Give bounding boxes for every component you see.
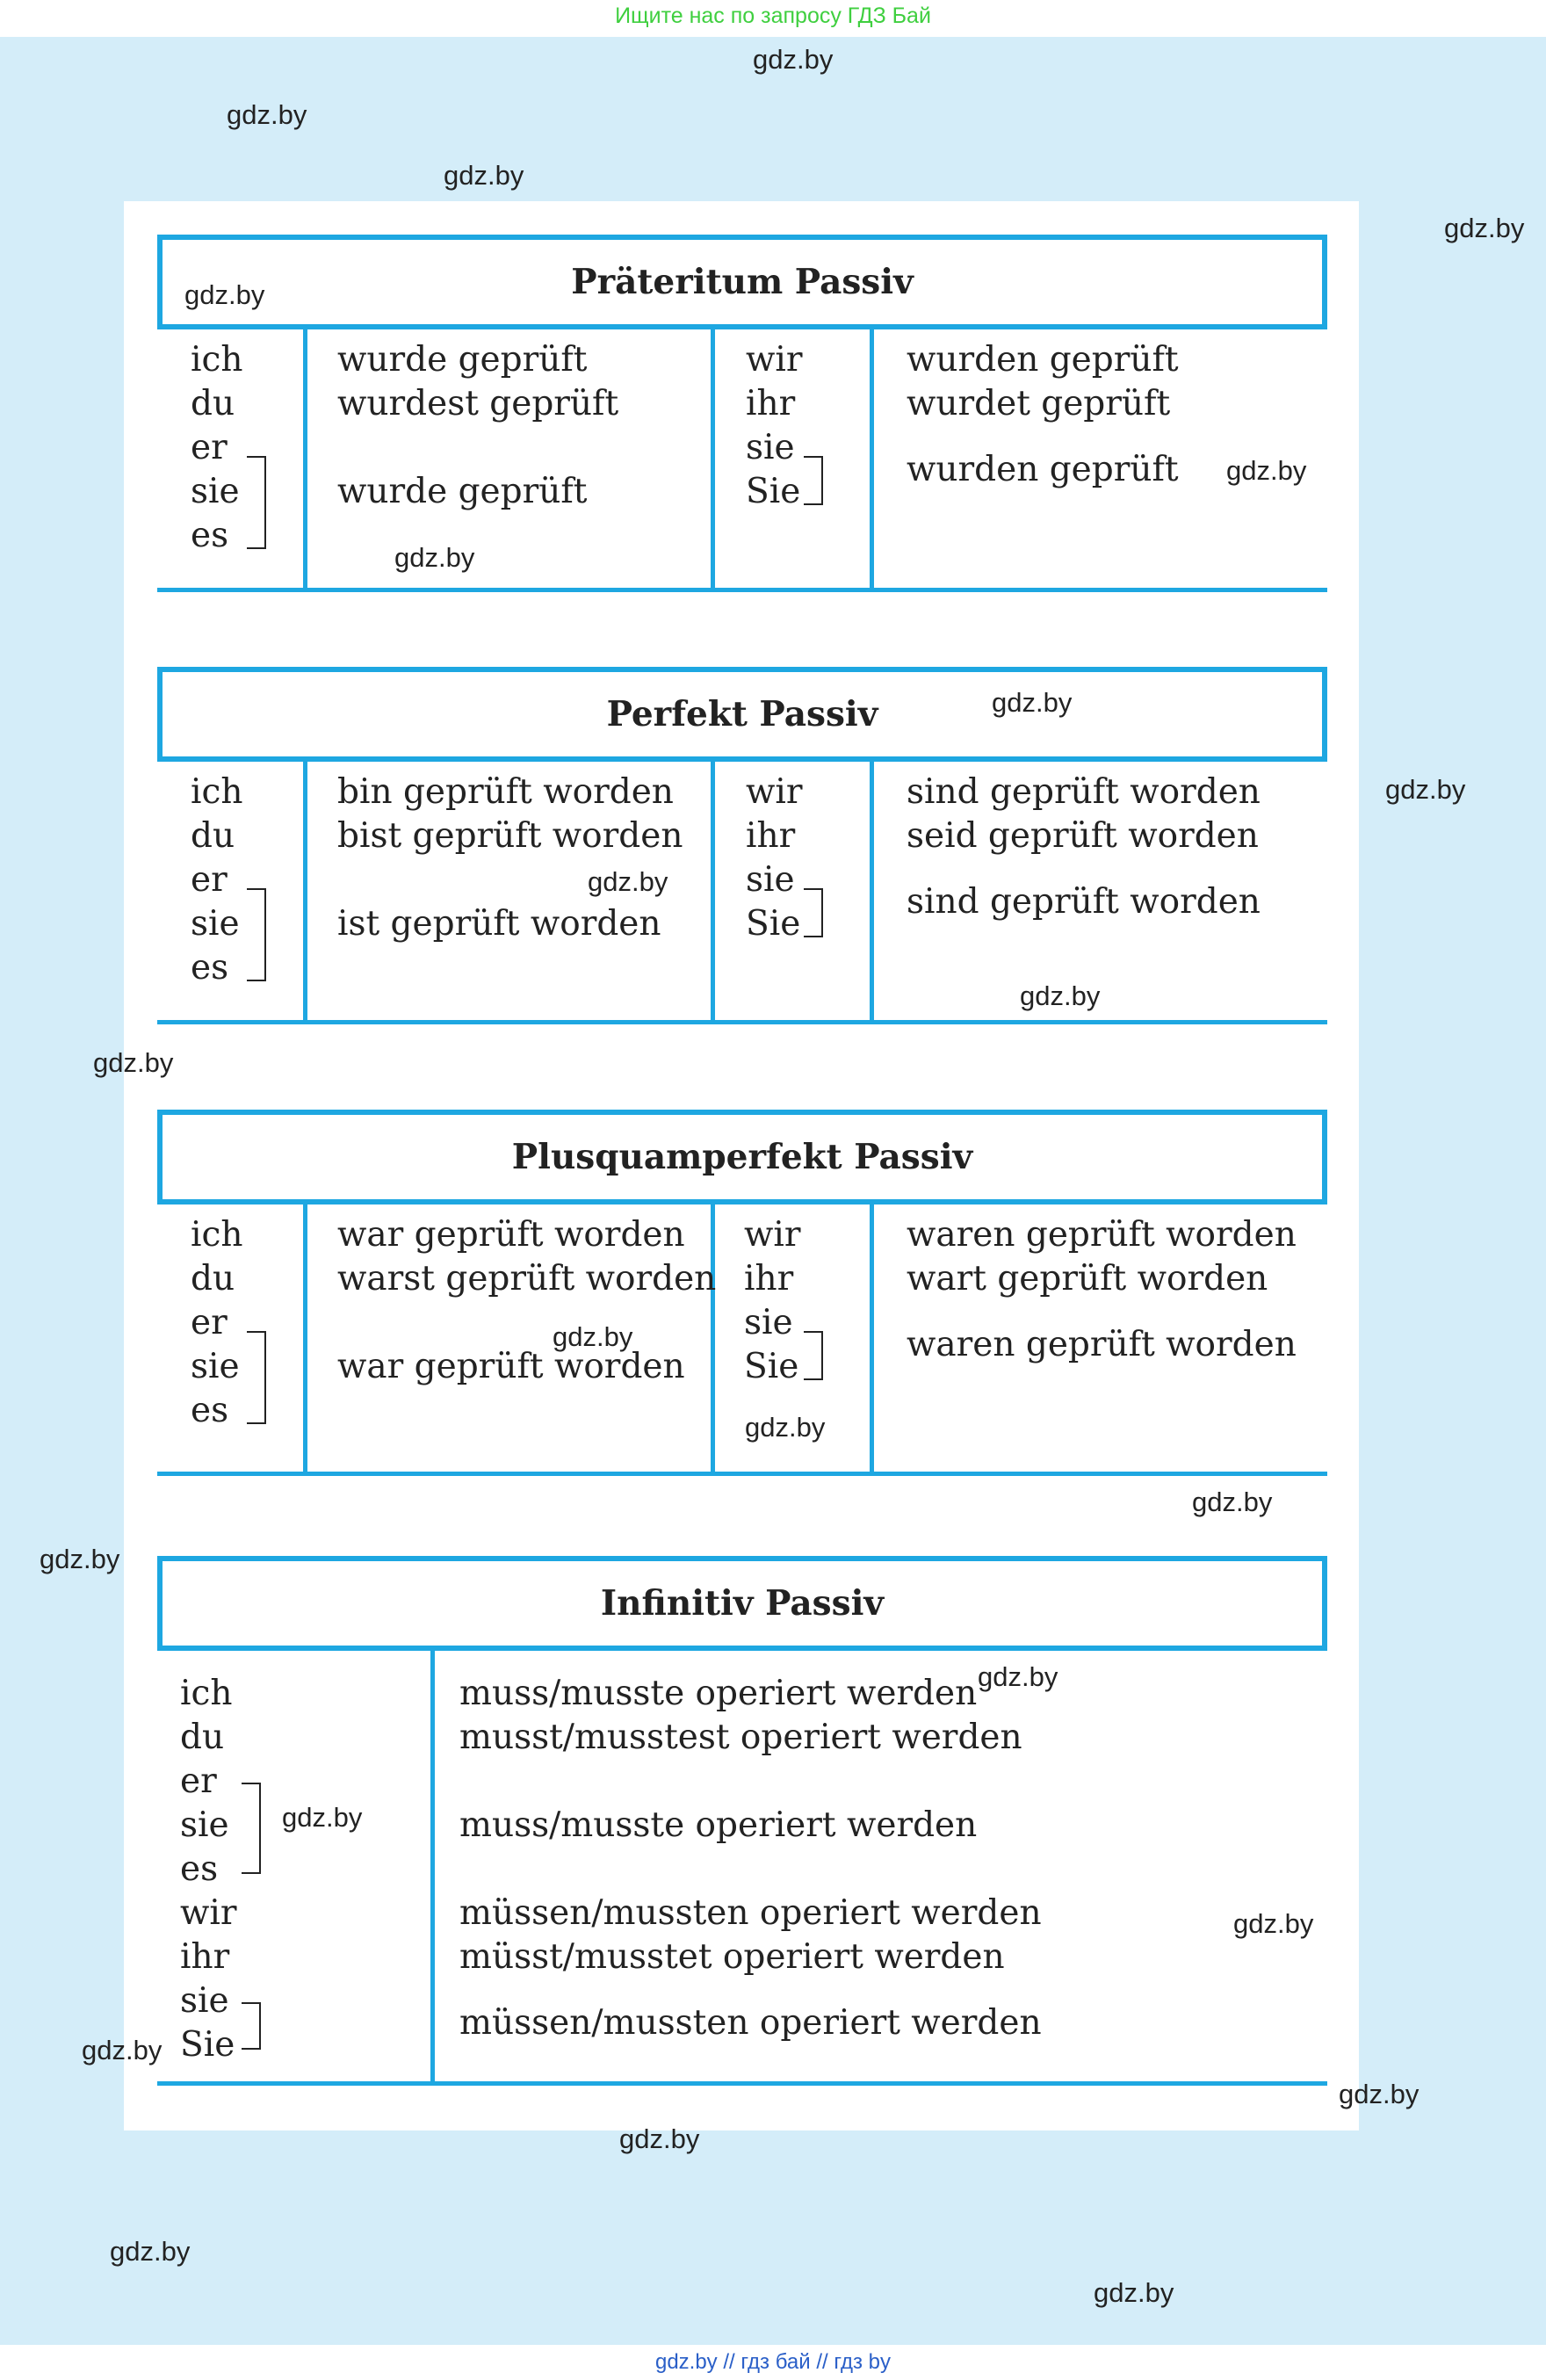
- pronoun: Sie: [744, 1347, 799, 1386]
- verb-form: muss/musste operiert werden: [459, 1674, 978, 1713]
- pronoun: er: [191, 428, 228, 467]
- divider: [711, 761, 715, 1024]
- pronoun: du: [191, 816, 235, 856]
- divider: [303, 329, 307, 592]
- pronoun: sie: [180, 1805, 229, 1845]
- divider: [303, 1204, 307, 1476]
- pronoun: du: [191, 384, 235, 423]
- pronoun: sie: [191, 1347, 240, 1386]
- watermark: gdz.by: [1226, 455, 1307, 486]
- pronoun: ich: [191, 340, 243, 380]
- watermark: gdz.by: [1233, 1908, 1314, 1939]
- bottom-banner-text: gdz.by // гдз бай // гдз by: [654, 2350, 892, 2374]
- section-title: Präteritum Passiv: [157, 235, 1327, 329]
- verb-form: wurdest geprüft: [337, 384, 619, 423]
- pronoun: es: [191, 1391, 229, 1430]
- bracket: [242, 2002, 261, 2050]
- pronoun: sie: [180, 1981, 229, 2021]
- section-bottom-rule: [157, 588, 1327, 592]
- watermark: gdz.by: [82, 2035, 163, 2065]
- verb-form: bin geprüft worden: [337, 772, 674, 812]
- verb-form: wurden geprüft: [907, 450, 1179, 489]
- watermark: gdz.by: [282, 1802, 363, 1833]
- watermark: gdz.by: [619, 2123, 700, 2154]
- verb-form: war geprüft worden: [337, 1347, 685, 1386]
- watermark: gdz.by: [553, 1321, 633, 1352]
- pronoun: Sie: [746, 904, 801, 944]
- bracket: [242, 1783, 261, 1874]
- verb-form: sind geprüft worden: [907, 772, 1261, 812]
- pronoun: er: [191, 1303, 228, 1342]
- bracket: [804, 456, 823, 505]
- pronoun: wir: [746, 772, 803, 812]
- verb-form: musst/musstest operiert werden: [459, 1718, 1022, 1757]
- watermark: gdz.by: [227, 99, 307, 130]
- watermark: gdz.by: [1020, 980, 1101, 1011]
- watermark: gdz.by: [184, 279, 265, 310]
- bottom-banner: [0, 2345, 1546, 2380]
- bracket: [804, 888, 823, 937]
- verb-form: wurden geprüft: [907, 340, 1179, 380]
- watermark: gdz.by: [1339, 2079, 1420, 2109]
- pronoun: es: [191, 948, 229, 987]
- watermark: gdz.by: [394, 542, 475, 573]
- verb-form: war geprüft worden: [337, 1215, 685, 1255]
- verb-form: wurdet geprüft: [907, 384, 1171, 423]
- watermark: gdz.by: [1094, 2277, 1174, 2308]
- pronoun: ihr: [746, 816, 796, 856]
- watermark: gdz.by: [978, 1661, 1058, 1692]
- section-title: Plusquamperfekt Passiv: [157, 1110, 1327, 1204]
- pronoun: wir: [180, 1893, 237, 1933]
- bracket: [247, 456, 266, 549]
- pronoun: ihr: [180, 1937, 230, 1977]
- watermark: gdz.by: [1444, 213, 1525, 243]
- divider: [303, 761, 307, 1024]
- section-title: Perfekt Passiv: [157, 667, 1327, 762]
- pronoun: du: [191, 1259, 235, 1299]
- divider: [430, 1650, 435, 2086]
- top-banner-text: Ищите нас по запросу ГДЗ Бай: [615, 4, 931, 28]
- pronoun: wir: [746, 340, 803, 380]
- section-bottom-rule: [157, 2081, 1327, 2086]
- watermark: gdz.by: [444, 160, 524, 191]
- verb-form: wurde geprüft: [337, 472, 588, 511]
- watermark: gdz.by: [1385, 774, 1466, 805]
- pronoun: es: [180, 1849, 219, 1889]
- bracket: [247, 1331, 266, 1424]
- pronoun: ich: [180, 1674, 233, 1713]
- section-bottom-rule: [157, 1020, 1327, 1024]
- watermark: gdz.by: [1192, 1487, 1273, 1517]
- verb-form: warst geprüft worden: [337, 1259, 717, 1299]
- pronoun: ihr: [744, 1259, 794, 1299]
- pronoun: sie: [191, 904, 240, 944]
- watermark: gdz.by: [110, 2236, 191, 2267]
- verb-form: wart geprüft worden: [907, 1259, 1268, 1299]
- verb-form: waren geprüft worden: [907, 1215, 1297, 1255]
- pronoun: sie: [744, 1303, 793, 1342]
- section-plusquamperfekt-passiv: [157, 1110, 1327, 1479]
- pronoun: er: [180, 1761, 217, 1801]
- divider: [870, 329, 874, 592]
- pronoun: ich: [191, 772, 243, 812]
- pronoun: Sie: [180, 2025, 235, 2065]
- divider: [711, 329, 715, 592]
- grammar-sheet: [124, 201, 1359, 2130]
- pronoun: wir: [744, 1215, 801, 1255]
- divider: [870, 761, 874, 1024]
- section-title: Infinitiv Passiv: [157, 1556, 1327, 1651]
- verb-form: müsst/musstet operiert werden: [459, 1937, 1005, 1977]
- divider: [711, 1204, 715, 1476]
- watermark: gdz.by: [588, 866, 668, 897]
- pronoun: Sie: [746, 472, 801, 511]
- bracket: [247, 888, 266, 981]
- section-bottom-rule: [157, 1472, 1327, 1476]
- pronoun: es: [191, 516, 229, 555]
- pronoun: du: [180, 1718, 225, 1757]
- verb-form: waren geprüft worden: [907, 1325, 1297, 1364]
- pronoun: ich: [191, 1215, 243, 1255]
- pronoun: er: [191, 860, 228, 900]
- pronoun: sie: [746, 428, 795, 467]
- top-banner: [0, 0, 1546, 37]
- verb-form: wurde geprüft: [337, 340, 588, 380]
- watermark: gdz.by: [40, 1544, 120, 1574]
- divider: [870, 1204, 874, 1476]
- watermark: gdz.by: [753, 44, 834, 75]
- verb-form: bist geprüft worden: [337, 816, 683, 856]
- pronoun: sie: [746, 860, 795, 900]
- watermark: gdz.by: [93, 1047, 174, 1078]
- pronoun: ihr: [746, 384, 796, 423]
- verb-form: müssen/mussten operiert werden: [459, 2003, 1042, 2043]
- watermark: gdz.by: [745, 1412, 826, 1443]
- verb-form: muss/musste operiert werden: [459, 1805, 978, 1845]
- pronoun: sie: [191, 472, 240, 511]
- section-prateritum-passiv: [157, 235, 1327, 595]
- bracket: [804, 1331, 823, 1380]
- watermark: gdz.by: [992, 687, 1073, 718]
- section-perfekt-passiv: [157, 667, 1327, 1027]
- verb-form: ist geprüft worden: [337, 904, 661, 944]
- verb-form: müssen/mussten operiert werden: [459, 1893, 1042, 1933]
- verb-form: seid geprüft worden: [907, 816, 1259, 856]
- verb-form: sind geprüft worden: [907, 882, 1261, 922]
